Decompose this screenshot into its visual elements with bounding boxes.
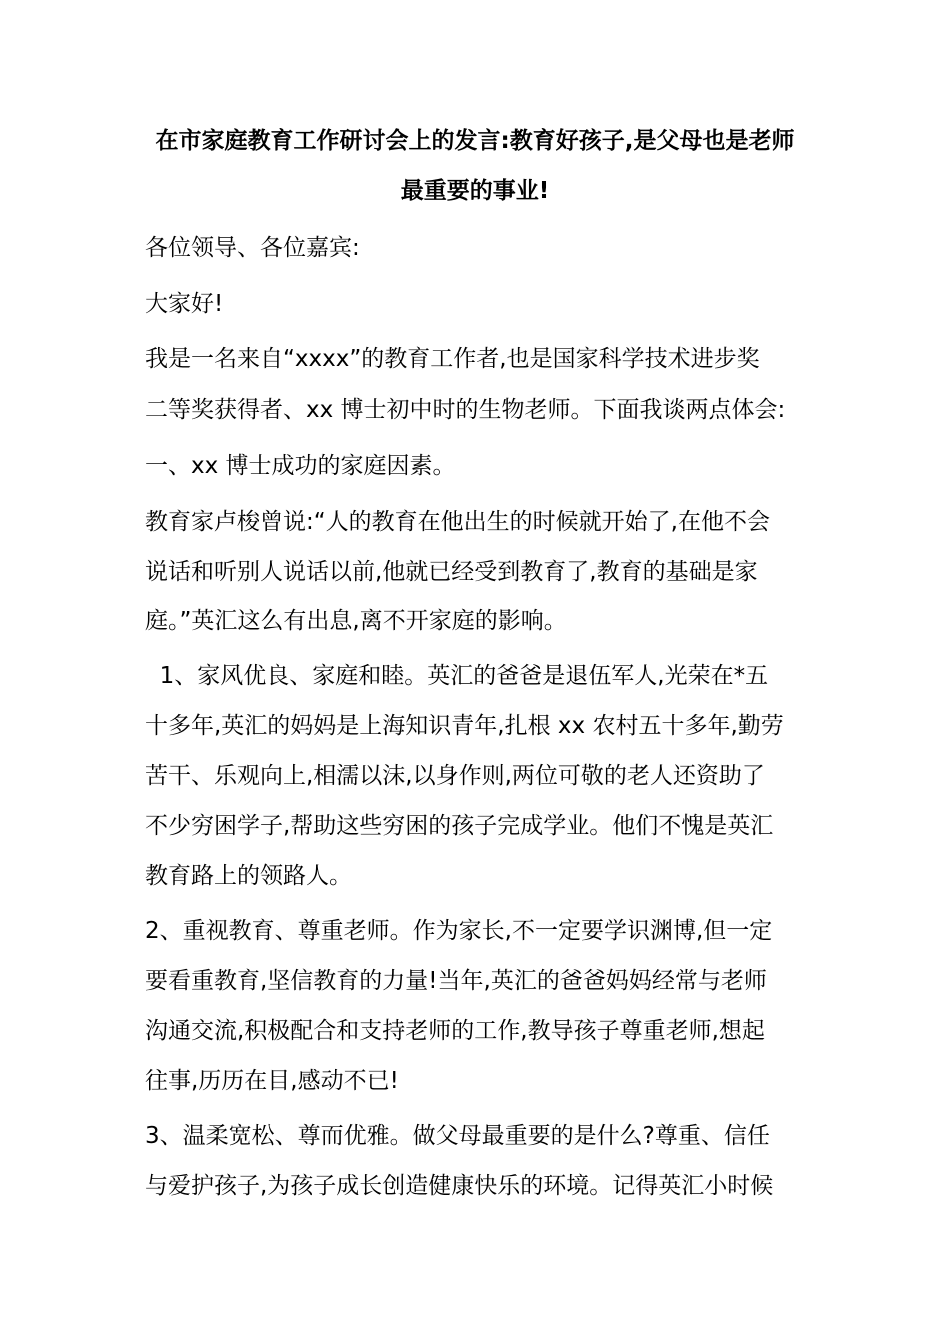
paragraph-line: 与爱护孩子,为孩子成长创造健康快乐的环境。记得英汇小时候 <box>145 1173 774 1199</box>
paragraph-line: 说话和听别人说话以前,他就已经受到教育了,教育的基础是家 <box>145 559 758 585</box>
paragraph-line: 往事,历历在目,感动不已! <box>145 1068 399 1094</box>
paragraph-line: 苦干、乐观向上,相濡以沫,以身作则,两位可敬的老人还资助了 <box>145 763 765 789</box>
paragraph-line: 3、温柔宽松、尊而优雅。做父母最重要的是什么?尊重、信任 <box>145 1123 770 1149</box>
document-title-line-2: 最重要的事业! <box>400 178 550 204</box>
paragraph-line: 沟通交流,积极配合和支持老师的工作,教导孩子尊重老师,想起 <box>145 1018 765 1044</box>
paragraph-line: 二等奖获得者、xx 博士初中时的生物老师。下面我谈两点体会: <box>145 397 786 423</box>
paragraph-line: 要看重教育,坚信教育的力量!当年,英汇的爸爸妈妈经常与老师 <box>145 968 767 994</box>
paragraph-line: 教育家卢梭曾说:“人的教育在他出生的时候就开始了,在他不会 <box>145 509 770 535</box>
section-heading: 一、xx 博士成功的家庭因素。 <box>145 453 456 479</box>
paragraph-line: 2、重视教育、尊重老师。作为家长,不一定要学识渊博,但一定 <box>145 918 773 944</box>
paragraph-line: 不少穷困学子,帮助这些穷困的孩子完成学业。他们不愧是英汇 <box>145 813 774 839</box>
paragraph-line: 庭。”英汇这么有出息,离不开家庭的影响。 <box>145 608 567 634</box>
greeting: 大家好! <box>145 291 224 317</box>
salutation: 各位领导、各位嘉宾: <box>145 235 360 261</box>
document-title-line-1: 在市家庭教育工作研讨会上的发言:教育好孩子,是父母也是老师 <box>155 128 795 154</box>
paragraph-line: 十多年,英汇的妈妈是上海知识青年,扎根 xx 农村五十多年,勤劳 <box>145 713 784 739</box>
paragraph-line: 我是一名来自“xxxx”的教育工作者,也是国家科学技术进步奖 <box>145 346 760 372</box>
paragraph-line: 教育路上的领路人。 <box>145 863 352 889</box>
paragraph-line: 1、家风优良、家庭和睦。英汇的爸爸是退伍军人,光荣在*五 <box>145 663 769 689</box>
